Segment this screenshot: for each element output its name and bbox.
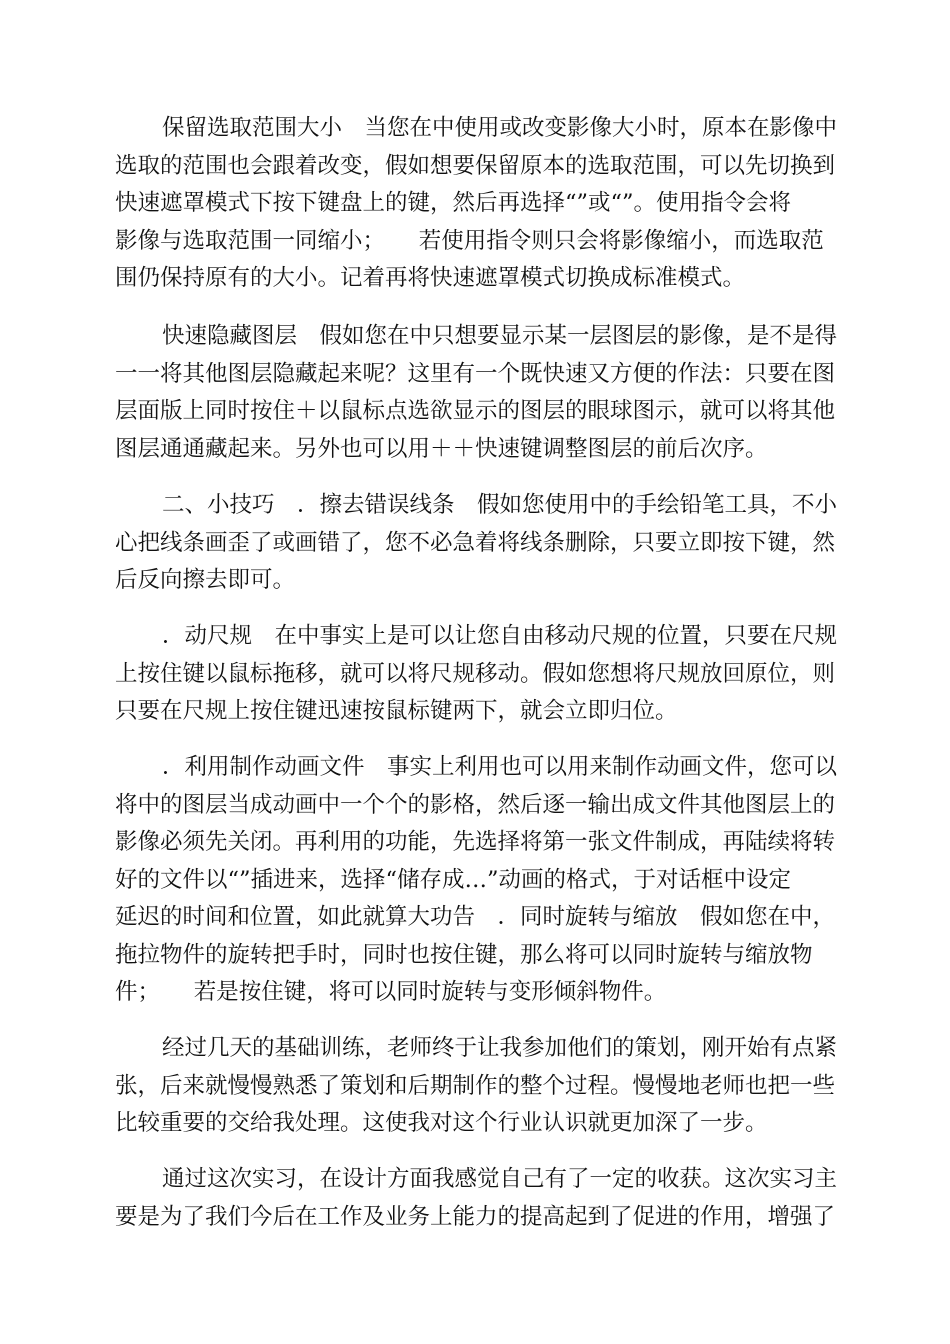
text-line: 快速遮罩模式下按下键盘上的键，然后再选择“”或“”。使用指令会将	[115, 190, 792, 216]
text-line: 心把线条画歪了或画错了，您不必急着将线条删除，只要立即按下键，然	[115, 529, 836, 556]
text-line: 一一将其他图层隐藏起来呢？这里有一个既快速又方便的作法：只要在图	[115, 360, 836, 387]
text-line: 围仍保持原有的大小。记着再将快速遮罩模式切换成标准模式。	[115, 265, 746, 291]
text-line: 比较重要的交给我处理。这使我对这个行业认识就更加深了一步。	[115, 1110, 768, 1136]
text-line: ．利用制作动画文件 事实上利用也可以用来制作动画文件，您可以	[162, 754, 838, 780]
text-line: 件； 若是按住键，将可以同时旋转与变形倾斜物件。	[115, 979, 667, 1005]
text-line: 好的文件以“”插进来，选择“储存成…”动画的格式，于对话框中设定	[115, 866, 792, 893]
text-line: 二、小技巧 ．擦去错误线条 假如您使用中的手绘铅笔工具，不小	[162, 492, 838, 518]
text-line: 影像必须先关闭。再利用的功能，先选择将第一张文件制成，再陆续将转	[115, 829, 836, 855]
text-line: 通过这次实习，在设计方面我感觉自己有了一定的收获。这次实习主	[162, 1166, 838, 1192]
text-line: 经过几天的基础训练，老师终于让我参加他们的策划，刚开始有点紧	[162, 1035, 838, 1061]
paragraph-tips-erase-lines	[115, 487, 838, 600]
text-line: 后反向擦去即可。	[115, 567, 296, 593]
text-line: 影像与选取范围一同缩小； 若使用指令则只会将影像缩小，而选取范	[115, 227, 824, 254]
text-line: 上按住键以鼠标拖移，就可以将尺规移动。假如您想将尺规放回原位，则	[115, 660, 836, 687]
paragraph-quick-hide-layers	[115, 318, 838, 468]
paragraph-basic-training	[115, 1030, 838, 1143]
text-line: 延迟的时间和位置，如此就算大功告 ．同时旋转与缩放 假如您在中，	[115, 904, 836, 930]
paragraph-keep-selection-size	[115, 110, 838, 298]
text-line: 选取的范围也会跟着改变，假如想要保留原本的选取范围，可以先切换到	[115, 152, 836, 179]
text-line: 保留选取范围大小 当您在中使用或改变影像大小时，原本在影像中	[162, 115, 838, 141]
text-line: 图层通通藏起来。另外也可以用＋＋快速键调整图层的前后次序。	[115, 435, 768, 462]
text-line: 要是为了我们今后在工作及业务上能力的提高起到了促进的作用，增强了	[115, 1203, 836, 1230]
paragraph-move-ruler	[115, 618, 838, 731]
text-line: 将中的图层当成动画中一个个的影格，然后逐一输出成文件其他图层上的	[115, 791, 836, 818]
paragraph-internship-summary	[115, 1161, 838, 1236]
text-line: ．动尺规 在中事实上是可以让您自由移动尺规的位置，只要在尺规	[162, 623, 838, 649]
text-line: 只要在尺规上按住键迅速按鼠标键两下，就会立即归位。	[115, 698, 678, 724]
text-line: 拖拉物件的旋转把手时，同时也按住键，那么将可以同时旋转与缩放物	[115, 941, 813, 968]
text-line: 层面版上同时按住＋以鼠标点选欲显示的图层的眼球图示，就可以将其他	[115, 398, 836, 424]
paragraph-animation-files	[115, 749, 838, 1012]
text-line: 张，后来就慢慢熟悉了策划和后期制作的整个过程。慢慢地老师也把一些	[115, 1072, 836, 1099]
text-line: 快速隐藏图层 假如您在中只想要显示某一层图层的影像，是不是得	[162, 323, 838, 349]
